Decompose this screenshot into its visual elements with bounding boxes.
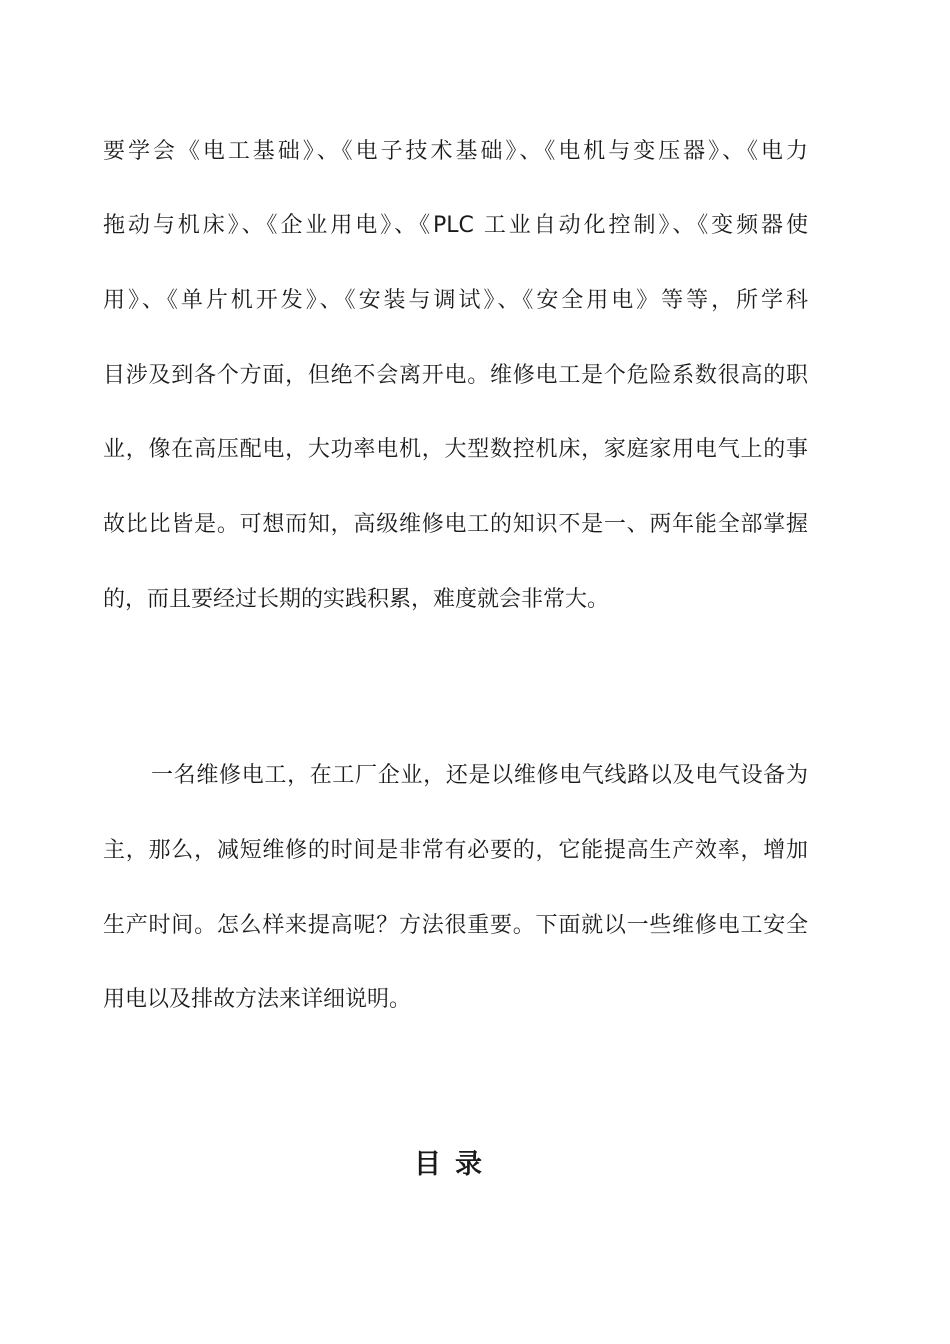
toc-title: 目录 bbox=[414, 1149, 496, 1180]
paragraph-2-line-4: 用电以及排故方法来详细说明。 bbox=[103, 987, 412, 1012]
paragraph-1-line-1: 要学会《电工基础》、《电子技术基础》、《电机与变压器》、《电力 bbox=[103, 139, 808, 164]
paragraph-1-line-6: 故比比皆是。可想而知，高级维修电工的知识不是一、两年能全部掌握 bbox=[103, 512, 808, 537]
paragraph-1-line-5: 业，像在高压配电，大功率电机，大型数控机床，家庭家用电气上的事 bbox=[103, 437, 808, 462]
paragraph-1-line-2: 拖动与机床》、《企业用电》、《PLC 工业自动化控制》、《变频器使 bbox=[103, 213, 808, 238]
paragraph-1-line-4: 目涉及到各个方面，但绝不会离开电。维修电工是个危险系数很高的职 bbox=[103, 363, 808, 388]
paragraph-2-line-3: 生产时间。怎么样来提高呢？方法很重要。下面就以一些维修电工安全 bbox=[103, 913, 808, 938]
paragraph-1-line-3: 用》、《单片机开发》、《安装与调试》、《安全用电》等等，所学科 bbox=[103, 288, 808, 313]
paragraph-2-line-1: 一名维修电工，在工厂企业，还是以维修电气线路以及电气设备为 bbox=[151, 763, 808, 788]
paragraph-1-line-7: 的，而且要经过长期的实践积累，难度就会非常大。 bbox=[103, 587, 610, 612]
paragraph-2-line-2: 主，那么，减短维修的时间是非常有必要的，它能提高生产效率，增加 bbox=[103, 838, 808, 863]
